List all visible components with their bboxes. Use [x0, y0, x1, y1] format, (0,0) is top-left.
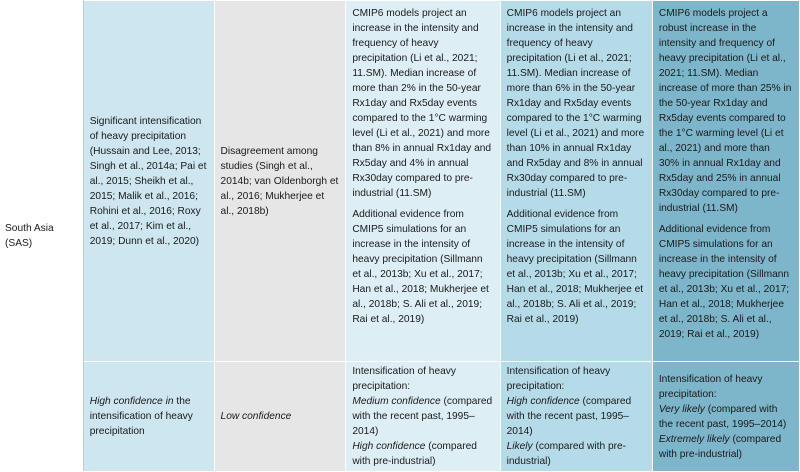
gwl-4-evidence-cell — [652, 1, 799, 362]
gwl-2-confidence-l1-text: (compared with the recent past, 1995–2014) — [506, 396, 632, 437]
gwl-2-evidence-cell — [500, 1, 652, 362]
observed-confidence-text: the intensification of heavy precipitation — [89, 396, 193, 437]
gwl-1-5-evidence-p1: CMIP6 models project an increase in the intensity and frequency of heavy precipitation (Li et al., 2021; 11.SM). Median increase of more than 2% in the 50-year Rx1day and Rx5day events compared to the 1°C warming level (Li et al., 2021) and more than 8% in annual Rx1day and Rx5day and 4% in annual Rx30day compared to pre-industrial (11.SM) — [352, 8, 492, 199]
region-code: (SAS) — [5, 238, 33, 249]
observed-evidence-text: Significant intensification of heavy precipitation (Hussain and Lee, 2013; Singh et al., 2014a; Pai et al., 2015; Sheikh et al., 2015; Malik et al., 2016; Rohini et al., 2016; Roxy et al., 2017; Kim et al., 2019; Dunn et al., 2020) — [89, 115, 207, 247]
gwl-1-5-confidence-l2-label: High confidence — [352, 441, 426, 452]
observed-confidence-cell — [83, 362, 214, 472]
gwl-2-evidence-p2: Additional evidence from CMIP5 simulations for an increase in the intensity of heavy precipitation (Sillmann et al., 2013b; Xu et al., 2017; Han et al., 2018; Mukherjee et al., 2018b; S. Ali et al., 2019; Rai et al., 2019) — [506, 209, 644, 325]
gwl-2-confidence-head: Intensification of heavy precipitation: — [506, 366, 611, 392]
gwl-4-confidence-l2-label: Extremely likely — [658, 433, 730, 445]
gwl-4-confidence-l1-text: (compared with the recent past, 1995–2014) — [658, 403, 787, 430]
attribution-evidence-cell — [214, 1, 346, 362]
gwl-1-5-confidence-l1-label: Medium confidence — [352, 396, 441, 407]
gwl-4-evidence-p1: CMIP6 models project a robust increase in the intensity and frequency of heavy precipitation (Li et al., 2021; 11.SM). Median increase of more than 25% in the 50-year Rx1day and Rx5day events compared to the 1°C warming level (Li et al., 2021) and more than 30% in annual Rx1day and Rx5day and 25% in annual Rx30day compared to pre-industrial (11.SM) — [658, 8, 792, 214]
gwl-4-confidence-l1-label: Very likely — [658, 403, 705, 415]
observed-evidence-cell — [83, 1, 214, 362]
gwl-4-evidence-p2: Additional evidence from CMIP5 simulations for an increase in the intensity of heavy precipitation (Sillmann et al., 2013b; Xu et al., 2017; Han et al., 2018; Mukherjee et al., 2018b; S. Ali et al., 2019; Rai et al., 2019) — [658, 224, 790, 340]
gwl-2-confidence-cell — [500, 362, 652, 472]
gwl-4-confidence-l2-text: (compared with pre-industrial) — [658, 433, 782, 460]
gwl-1-5-evidence-p2: Additional evidence from CMIP5 simulations for an increase in the intensity of heavy precipitation (Sillmann et al., 2013b; Xu et al., 2017; Han et al., 2018; Mukherjee et al., 2018b; S. Ali et al., 2019; Rai et al., 2019) — [352, 209, 489, 325]
region-name: South Asia — [5, 223, 54, 234]
observed-confidence-label: High confidence in — [89, 396, 174, 407]
gwl-4-confidence-cell — [652, 362, 799, 472]
gwl-2-evidence-p1: CMIP6 models project an increase in the intensity and frequency of heavy precipitation (Li et al., 2021; 11.SM). Median increase of more than 6% in the 50-year Rx1day and Rx5day events compared to the 1°C warming level (Li et al., 2021) and more than 10% in annual Rx1day and Rx5day and 8% in annual Rx30day compared to pre-industrial (11.SM) — [506, 8, 645, 199]
gwl-1-5-confidence-cell — [346, 362, 500, 472]
gwl-2-confidence-l2-text: (compared with pre-industrial) — [506, 441, 627, 467]
gwl-4-confidence-head: Intensification of heavy precipitation: — [658, 373, 763, 400]
gwl-1-5-confidence-head: Intensification of heavy precipitation: — [352, 366, 456, 392]
gwl-2-confidence-l1-label: High confidence — [506, 396, 580, 407]
evidence-row — [1, 1, 800, 362]
gwl-2-confidence-l2-label: Likely — [506, 441, 533, 452]
gwl-1-5-evidence-cell — [346, 1, 500, 362]
gwl-1-5-confidence-l1-text: (compared with the recent past, 1995–2014) — [352, 396, 493, 437]
region-cell — [1, 1, 84, 472]
confidence-row — [1, 362, 800, 472]
attribution-confidence-cell — [214, 362, 346, 472]
attribution-confidence-label: Low confidence — [220, 411, 292, 422]
attribution-evidence-text: Disagreement among studies (Singh et al., 2014b; van Oldenborgh et al., 2016; Mukherjee et al., 2018b) — [220, 145, 339, 217]
gwl-1-5-confidence-l2-text: (compared with pre-industrial) — [352, 441, 477, 467]
